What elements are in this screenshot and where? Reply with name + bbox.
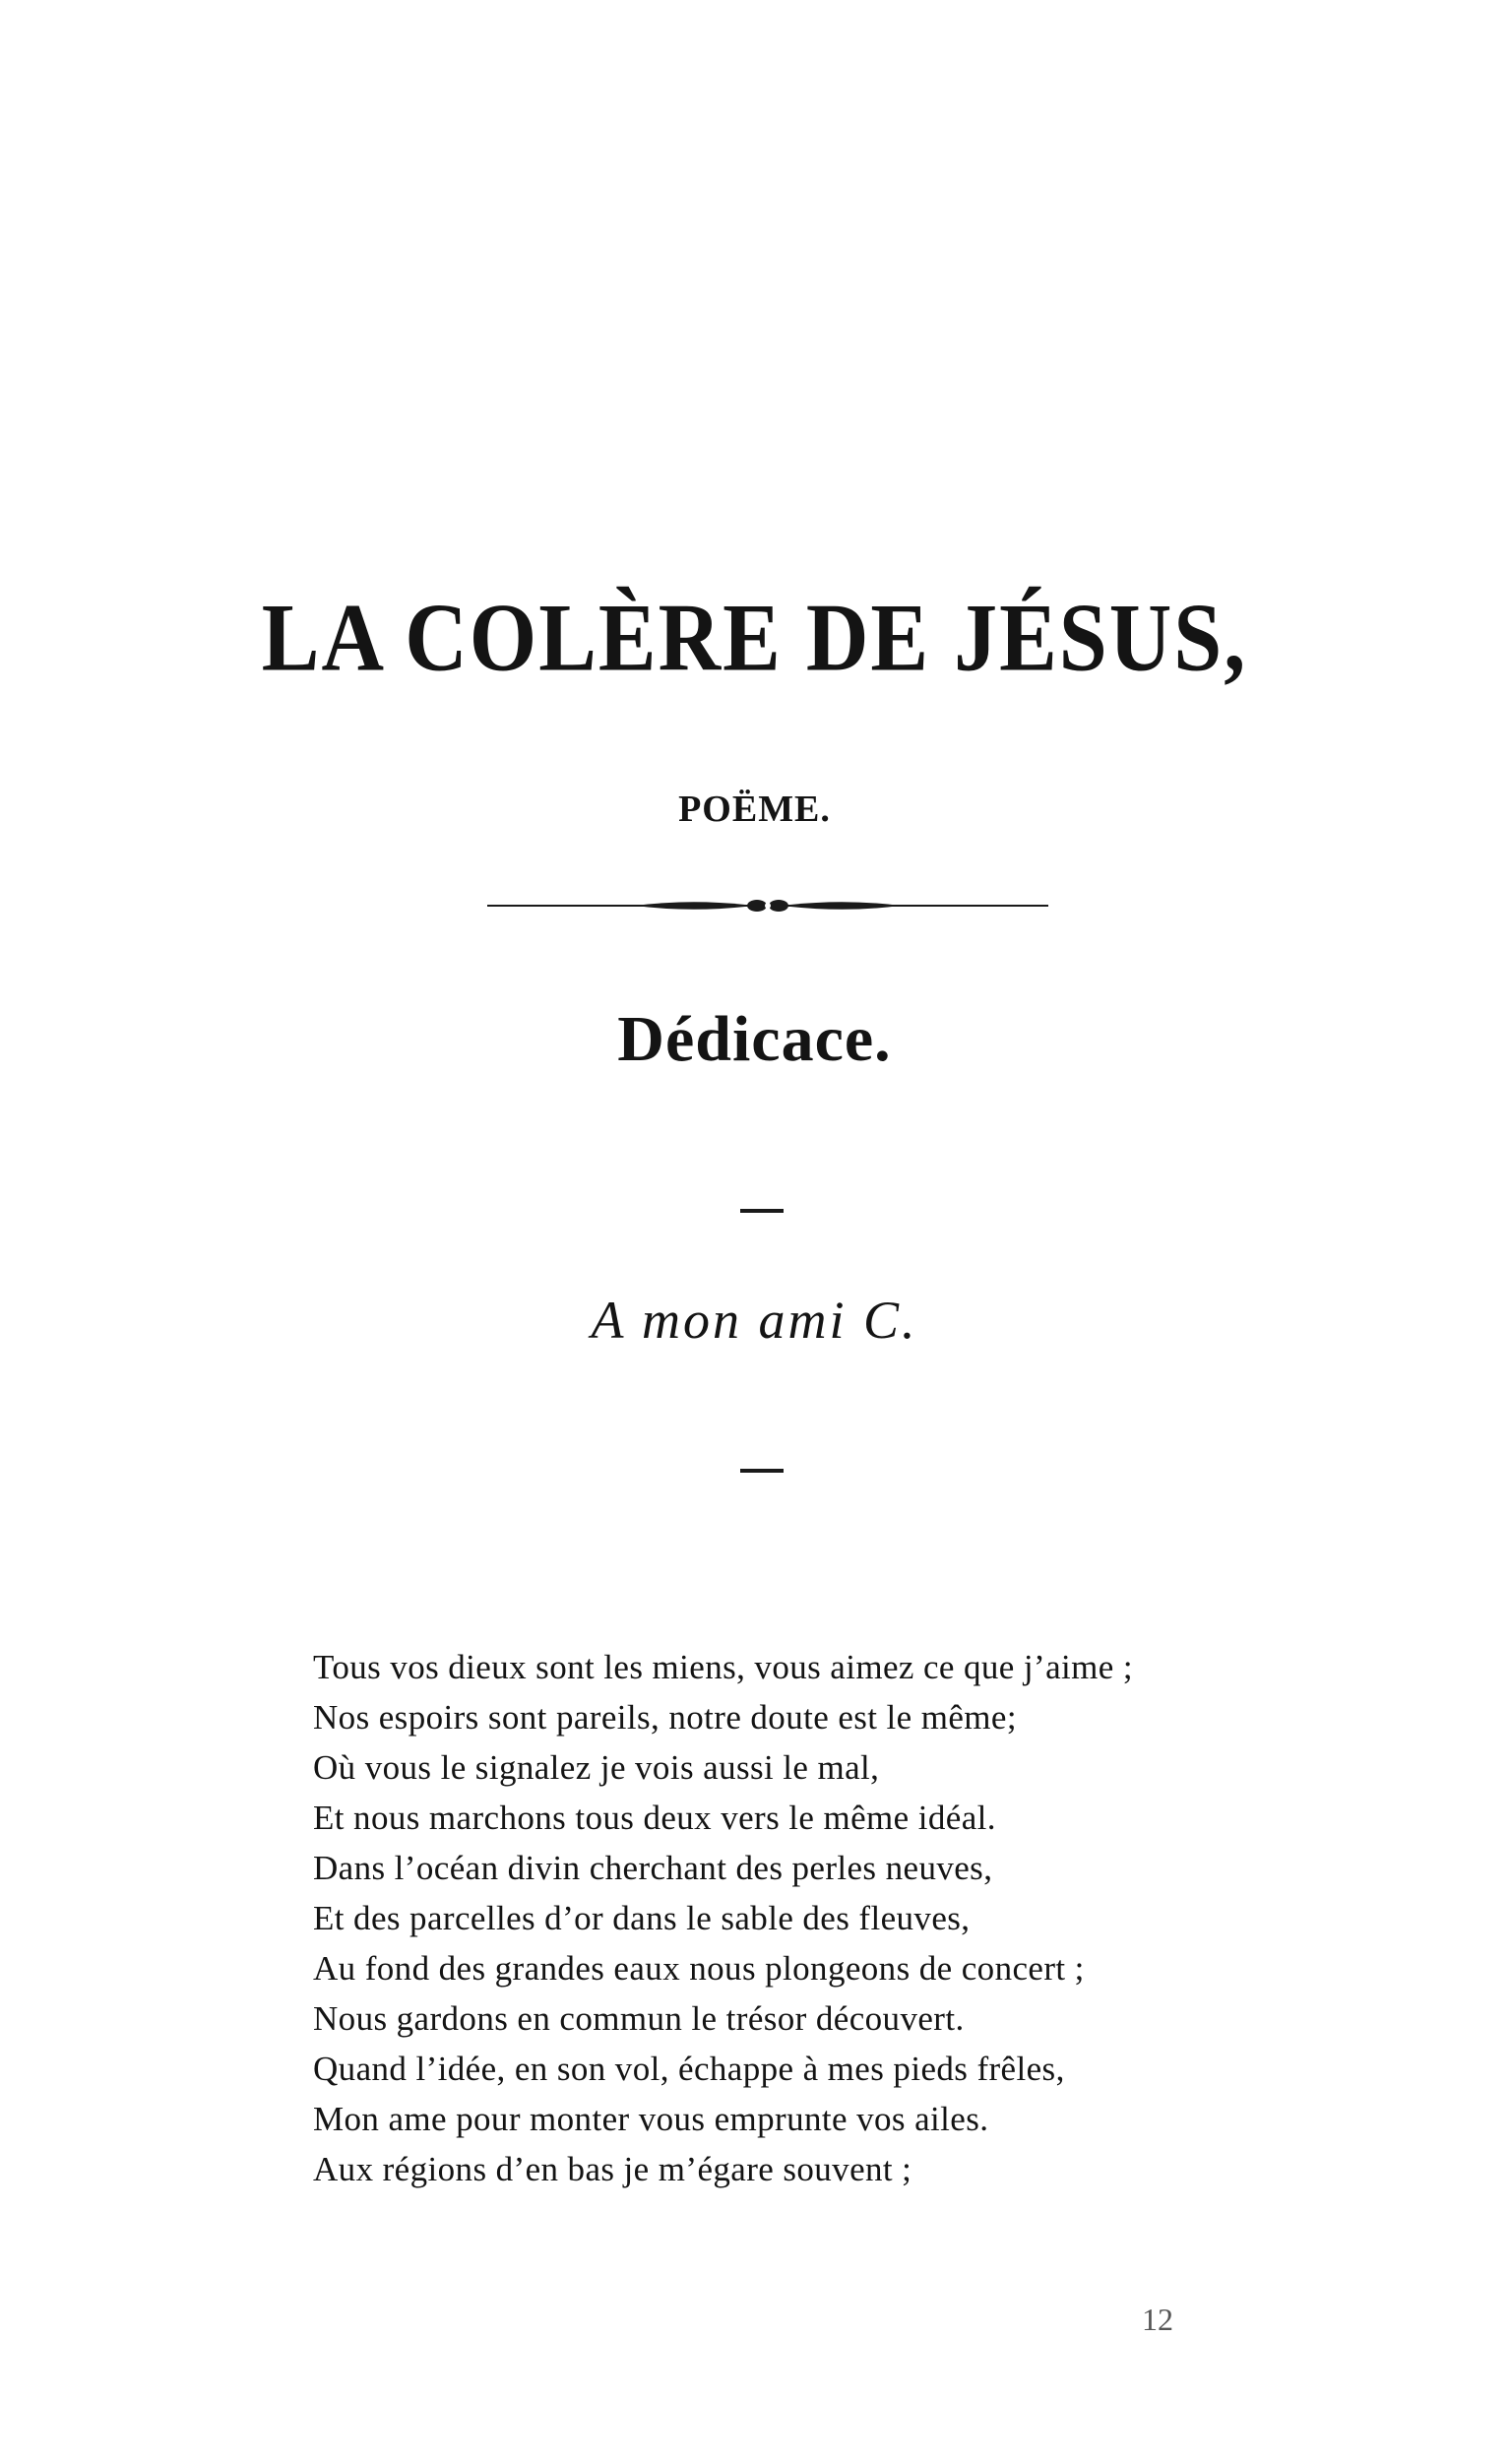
dash-divider-bottom (740, 1469, 784, 1473)
poem-line: Et nous marchons tous deux vers le même idéal. (313, 1799, 996, 1837)
dedication-recipient: A mon ami C. (591, 1291, 918, 1350)
poem-line: Tous vos dieux sont les miens, vous aimez ce que j’aime ; (313, 1648, 1133, 1686)
subtitle: POËME. (678, 789, 831, 830)
dash-divider-top (740, 1209, 784, 1213)
poem-line: Où vous le signalez je vois aussi le mal, (313, 1748, 880, 1787)
poem-line: Nos espoirs sont pareils, notre doute est le même; (313, 1698, 1017, 1737)
poem-line: Au fond des grandes eaux nous plongeons de concert ; (313, 1949, 1085, 1988)
poem-line: Aux régions d’en bas je m’égare souvent ; (313, 2150, 912, 2188)
poem-line: Nous gardons en commun le trésor découvert. (313, 1999, 965, 2038)
poem-line: Quand l’idée, en son vol, échappe à mes pieds frêles, (313, 2050, 1065, 2088)
page-title: LA COLÈRE DE JÉSUS, (261, 585, 1248, 692)
poem-line: Mon ame pour monter vous emprunte vos ailes. (313, 2100, 989, 2138)
poem-line: Et des parcelles d’or dans le sable des fleuves, (313, 1899, 971, 1937)
poem-line: Dans l’océan divin cherchant des perles neuves, (313, 1849, 993, 1887)
dedication-heading: Dédicace. (617, 1003, 892, 1075)
ornament-divider (487, 894, 1048, 917)
page-number: 12 (1142, 2302, 1173, 2337)
poem-text (313, 1642, 1258, 2194)
